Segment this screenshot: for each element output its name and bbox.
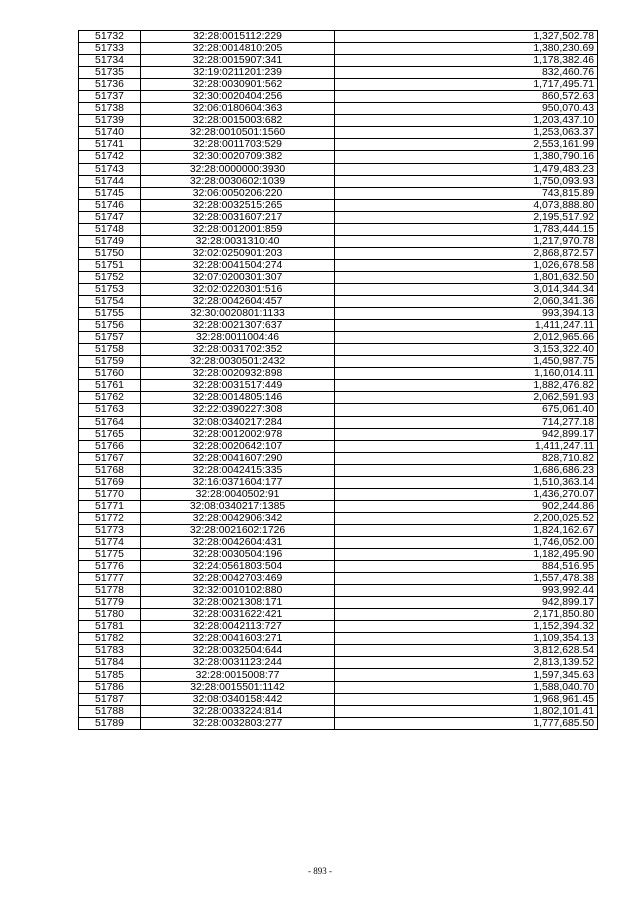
table-row [79,308,598,320]
cadastral-number-cell: 32:28:0033224:814 [141,705,335,717]
cadastral-value-cell: 4,073,888.80 [335,199,598,211]
cadastral-number-cell: 32:28:0041504:274 [141,259,335,271]
cadastral-value-cell: 1,217,970.78 [335,235,598,247]
cadastral-value-cell: 2,200,025.52 [335,512,598,524]
cadastral-number-cell: 32:28:0014810:205 [141,43,335,55]
cadastral-value-cell: 1,479,483.23 [335,163,598,175]
cadastral-number-cell: 32:28:0041607:290 [141,452,335,464]
cadastral-number-cell: 32:28:0042113:727 [141,621,335,633]
cadastral-number-cell: 32:32:0010102:880 [141,585,335,597]
table-row [79,645,598,657]
row-number-cell: 51734 [79,55,141,67]
cadastral-number-cell: 32:28:0011004:46 [141,332,335,344]
row-number-cell: 51775 [79,549,141,561]
cadastral-number-cell: 32:28:0032515:265 [141,199,335,211]
cadastral-value-cell: 2,813,139.52 [335,657,598,669]
row-number-cell: 51762 [79,392,141,404]
table-row [79,657,598,669]
table-row [79,259,598,271]
row-number-cell: 51780 [79,609,141,621]
cadastral-value-cell: 2,195,517.92 [335,211,598,223]
table-row [79,43,598,55]
row-number-cell: 51781 [79,621,141,633]
cadastral-number-cell: 32:28:0020642:107 [141,440,335,452]
row-number-cell: 51788 [79,705,141,717]
table-row [79,512,598,524]
cadastral-number-cell: 32:28:0021307:637 [141,320,335,332]
cadastral-value-cell: 714,277.18 [335,416,598,428]
row-number-cell: 51778 [79,585,141,597]
row-number-cell: 51732 [79,31,141,43]
cadastral-number-cell: 32:28:0031622:421 [141,609,335,621]
cadastral-value-cell: 1,597,345.63 [335,669,598,681]
cadastral-number-cell: 32:28:0042415:335 [141,464,335,476]
cadastral-number-cell: 32:06:0050206:220 [141,187,335,199]
row-number-cell: 51752 [79,271,141,283]
cadastral-value-cell: 3,153,322.40 [335,344,598,356]
table-row [79,500,598,512]
cadastral-value-cell: 832,460.76 [335,67,598,79]
row-number-cell: 51769 [79,476,141,488]
cadastral-value-cell: 993,394.13 [335,308,598,320]
cadastral-value-cell: 2,062,591.93 [335,392,598,404]
row-number-cell: 51764 [79,416,141,428]
cadastral-number-cell: 32:28:0030602:1039 [141,175,335,187]
cadastral-number-cell: 32:28:0032504:644 [141,645,335,657]
cadastral-value-cell: 1,152,394.32 [335,621,598,633]
table-row [79,392,598,404]
row-number-cell: 51772 [79,512,141,524]
row-number-cell: 51771 [79,500,141,512]
table-row [79,151,598,163]
table-row [79,223,598,235]
row-number-cell: 51753 [79,283,141,295]
row-number-cell: 51738 [79,103,141,115]
table-row [79,573,598,585]
cadastral-value-cell: 942,899.17 [335,597,598,609]
cadastral-value-cell: 1,436,270.07 [335,488,598,500]
cadastral-number-cell: 32:28:0031310:40 [141,235,335,247]
cadastral-number-cell: 32:28:0015501:1142 [141,681,335,693]
table-row [79,320,598,332]
table-row [79,561,598,573]
cadastral-value-cell: 2,171,850.80 [335,609,598,621]
row-number-cell: 51767 [79,452,141,464]
row-number-cell: 51773 [79,524,141,536]
row-number-cell: 51757 [79,332,141,344]
cadastral-number-cell: 32:30:0020709:382 [141,151,335,163]
cadastral-number-cell: 32:28:0015008:77 [141,669,335,681]
cadastral-number-cell: 32:24:0561803:504 [141,561,335,573]
cadastral-number-cell: 32:28:0041603:271 [141,633,335,645]
cadastral-value-cell: 902,244.86 [335,500,598,512]
cadastral-value-cell: 2,060,341.36 [335,296,598,308]
table-row [79,139,598,151]
cadastral-number-cell: 32:08:0340217:284 [141,416,335,428]
cadastral-number-cell: 32:28:0021308:171 [141,597,335,609]
cadastral-number-cell: 32:28:0000000:3930 [141,163,335,175]
cadastral-value-cell: 1,178,382.46 [335,55,598,67]
row-number-cell: 51750 [79,247,141,259]
table-row [79,440,598,452]
cadastral-number-cell: 32:22:0390227:308 [141,404,335,416]
row-number-cell: 51745 [79,187,141,199]
table-row [79,404,598,416]
table-row [79,67,598,79]
cadastral-number-cell: 32:07:0200301:307 [141,271,335,283]
row-number-cell: 51770 [79,488,141,500]
table-row [79,693,598,705]
table-row [79,380,598,392]
row-number-cell: 51784 [79,657,141,669]
cadastral-value-cell: 942,899.17 [335,428,598,440]
table-row [79,247,598,259]
cadastral-value-cell: 1,777,685.50 [335,717,598,729]
row-number-cell: 51768 [79,464,141,476]
cadastral-value-cell: 1,557,478.38 [335,573,598,585]
row-number-cell: 51742 [79,151,141,163]
row-number-cell: 51751 [79,259,141,271]
cadastral-value-cell: 1,802,101.41 [335,705,598,717]
cadastral-number-cell: 32:16:0371604:177 [141,476,335,488]
cadastral-value-cell: 1,026,678.58 [335,259,598,271]
cadastral-number-cell: 32:28:0020932:898 [141,368,335,380]
cadastral-value-cell: 1,783,444.15 [335,223,598,235]
cadastral-number-cell: 32:28:0011703:529 [141,139,335,151]
table-row [79,681,598,693]
row-number-cell: 51782 [79,633,141,645]
cadastral-value-cell: 1,327,502.78 [335,31,598,43]
cadastral-number-cell: 32:28:0032803:277 [141,717,335,729]
cadastral-number-cell: 32:28:0031607:217 [141,211,335,223]
cadastral-number-cell: 32:28:0014805:146 [141,392,335,404]
cadastral-value-cell: 2,553,161.99 [335,139,598,151]
cadastral-value-cell: 675,061.40 [335,404,598,416]
table-row [79,452,598,464]
table-row [79,31,598,43]
cadastral-value-cell: 1,746,052.00 [335,536,598,548]
cadastral-number-cell: 32:28:0010501:1560 [141,127,335,139]
table-row [79,476,598,488]
cadastral-value-cell: 1,717,495.71 [335,79,598,91]
cadastral-number-cell: 32:28:0040502:91 [141,488,335,500]
row-number-cell: 51759 [79,356,141,368]
table-row [79,609,598,621]
row-number-cell: 51733 [79,43,141,55]
table-row [79,187,598,199]
table-row [79,199,598,211]
cadastral-number-cell: 32:19:0211201:239 [141,67,335,79]
table-row [79,549,598,561]
cadastral-number-cell: 32:28:0015003:682 [141,115,335,127]
cadastral-value-cell: 1,686,686.23 [335,464,598,476]
table-row [79,79,598,91]
cadastral-number-cell: 32:28:0031517:449 [141,380,335,392]
table-row [79,368,598,380]
cadastral-value-cell: 2,012,965.66 [335,332,598,344]
row-number-cell: 51785 [79,669,141,681]
cadastral-value-cell: 828,710.82 [335,452,598,464]
cadastral-number-cell: 32:28:0042604:457 [141,296,335,308]
row-number-cell: 51783 [79,645,141,657]
table-row [79,283,598,295]
table-row [79,103,598,115]
table-row [79,271,598,283]
row-number-cell: 51765 [79,428,141,440]
cadastral-value-cell: 1,253,063.37 [335,127,598,139]
cadastral-number-cell: 32:30:0020404:256 [141,91,335,103]
cadastral-number-cell: 32:28:0015907:341 [141,55,335,67]
table-row [79,585,598,597]
cadastral-value-cell: 1,968,961.45 [335,693,598,705]
cadastral-value-cell: 884,516.95 [335,561,598,573]
cadastral-value-cell: 993,992.44 [335,585,598,597]
cadastral-number-cell: 32:28:0030504:196 [141,549,335,561]
row-number-cell: 51761 [79,380,141,392]
row-number-cell: 51763 [79,404,141,416]
cadastral-value-cell: 743,815.89 [335,187,598,199]
table-row [79,416,598,428]
cadastral-value-cell: 1,182,495.90 [335,549,598,561]
row-number-cell: 51779 [79,597,141,609]
cadastral-value-cell: 1,380,790.16 [335,151,598,163]
cadastral-number-cell: 32:30:0020801:1133 [141,308,335,320]
table-row [79,633,598,645]
cadastral-value-table [78,30,598,730]
cadastral-value-cell: 2,868,872.57 [335,247,598,259]
cadastral-number-cell: 32:02:0250901:203 [141,247,335,259]
cadastral-value-cell: 1,750,093.93 [335,175,598,187]
row-number-cell: 51776 [79,561,141,573]
cadastral-value-cell: 1,203,437.10 [335,115,598,127]
row-number-cell: 51746 [79,199,141,211]
row-number-cell: 51756 [79,320,141,332]
page-number: - 893 - [308,866,332,876]
table-row [79,344,598,356]
cadastral-value-cell: 1,160,014.11 [335,368,598,380]
cadastral-value-cell: 3,812,628.54 [335,645,598,657]
table-row [79,127,598,139]
table-row [79,163,598,175]
row-number-cell: 51735 [79,67,141,79]
cadastral-value-cell: 1,109,354.13 [335,633,598,645]
cadastral-number-cell: 32:28:0021602:1726 [141,524,335,536]
table-row [79,717,598,729]
row-number-cell: 51789 [79,717,141,729]
table-row [79,464,598,476]
cadastral-number-cell: 32:28:0042906:342 [141,512,335,524]
row-number-cell: 51736 [79,79,141,91]
row-number-cell: 51747 [79,211,141,223]
table-row [79,115,598,127]
cadastral-value-cell: 1,588,040.70 [335,681,598,693]
cadastral-number-cell: 32:28:0030501:2432 [141,356,335,368]
table-row [79,705,598,717]
table-row [79,488,598,500]
cadastral-value-cell: 1,801,632.50 [335,271,598,283]
table-row [79,175,598,187]
row-number-cell: 51737 [79,91,141,103]
cadastral-value-cell: 1,380,230.69 [335,43,598,55]
cadastral-value-cell: 1,450,987.75 [335,356,598,368]
cadastral-value-cell: 1,411,247.11 [335,440,598,452]
cadastral-value-cell: 860,572.63 [335,91,598,103]
cadastral-number-cell: 32:28:0030901:562 [141,79,335,91]
row-number-cell: 51758 [79,344,141,356]
cadastral-number-cell: 32:08:0340217:1385 [141,500,335,512]
table-row [79,621,598,633]
table-row [79,524,598,536]
row-number-cell: 51749 [79,235,141,247]
table-row [79,428,598,440]
row-number-cell: 51754 [79,296,141,308]
cadastral-number-cell: 32:08:0340158:442 [141,693,335,705]
cadastral-value-cell: 1,824,162.67 [335,524,598,536]
row-number-cell: 51743 [79,163,141,175]
row-number-cell: 51787 [79,693,141,705]
cadastral-value-cell: 1,882,476.82 [335,380,598,392]
table-body [79,31,598,730]
table-row [79,356,598,368]
cadastral-number-cell: 32:06:0180604:363 [141,103,335,115]
cadastral-value-cell: 1,510,363.14 [335,476,598,488]
cadastral-number-cell: 32:02:0220301:516 [141,283,335,295]
cadastral-value-cell: 3,014,344.34 [335,283,598,295]
table-row [79,536,598,548]
table-row [79,91,598,103]
cadastral-number-cell: 32:28:0012002:978 [141,428,335,440]
cadastral-value-cell: 1,411,247.11 [335,320,598,332]
cadastral-number-cell: 32:28:0015112:229 [141,31,335,43]
cadastral-number-cell: 32:28:0042604:431 [141,536,335,548]
table-row [79,597,598,609]
cadastral-number-cell: 32:28:0012001:859 [141,223,335,235]
row-number-cell: 51766 [79,440,141,452]
row-number-cell: 51760 [79,368,141,380]
row-number-cell: 51740 [79,127,141,139]
row-number-cell: 51786 [79,681,141,693]
table-row [79,296,598,308]
row-number-cell: 51777 [79,573,141,585]
table-row [79,235,598,247]
cadastral-number-cell: 32:28:0031702:352 [141,344,335,356]
row-number-cell: 51741 [79,139,141,151]
row-number-cell: 51774 [79,536,141,548]
row-number-cell: 51755 [79,308,141,320]
table-row [79,332,598,344]
cadastral-number-cell: 32:28:0042703:469 [141,573,335,585]
row-number-cell: 51744 [79,175,141,187]
row-number-cell: 51739 [79,115,141,127]
cadastral-value-cell: 950,070.43 [335,103,598,115]
table-row [79,211,598,223]
table-row [79,669,598,681]
table-row [79,55,598,67]
row-number-cell: 51748 [79,223,141,235]
cadastral-number-cell: 32:28:0031123:244 [141,657,335,669]
